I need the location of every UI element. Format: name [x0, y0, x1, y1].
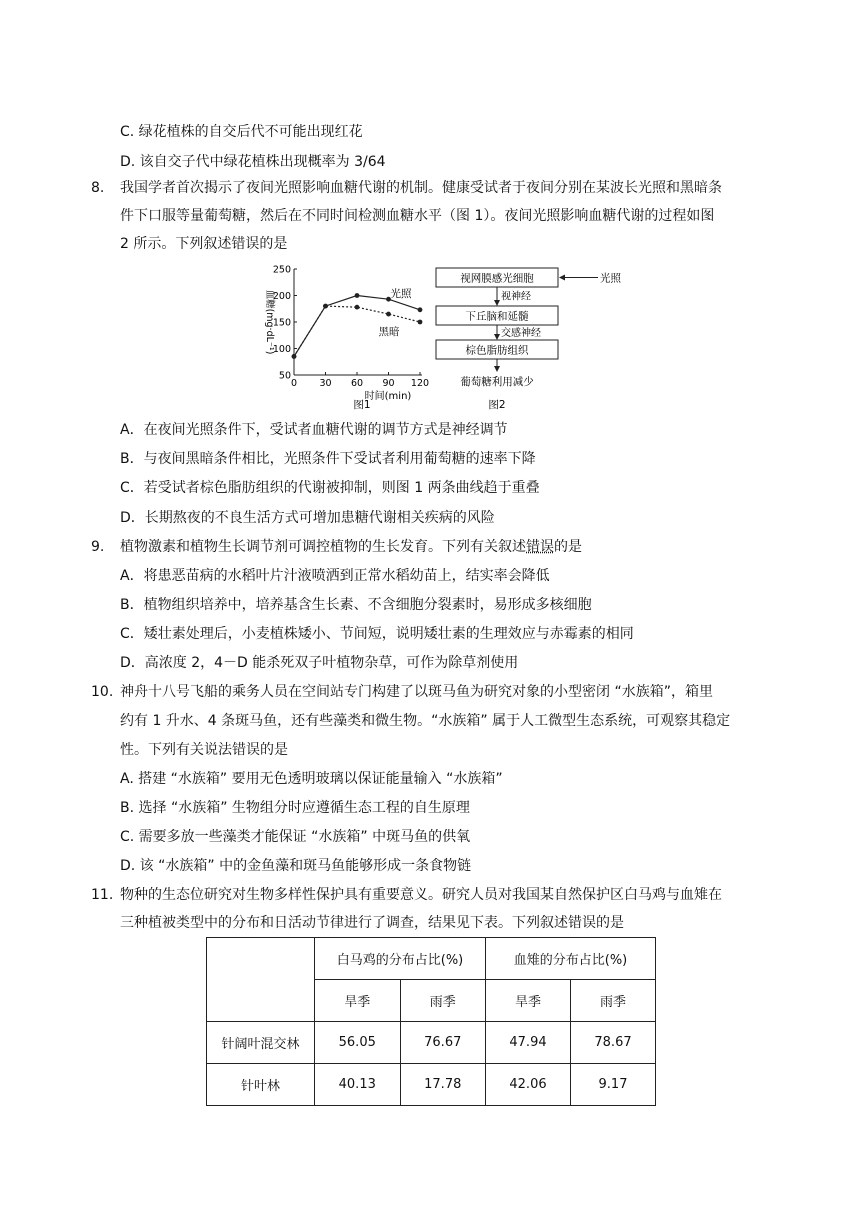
figure2-flow-diagram [436, 268, 621, 411]
y-tick-label: 200 [272, 291, 291, 302]
data-point [292, 354, 297, 359]
q8-option-b: B．与夜间黑暗条件相比，光照条件下受试者利用葡萄糖的速率下降 [120, 451, 536, 467]
table-row [207, 1064, 656, 1106]
y-tick-label: 250 [272, 264, 291, 276]
table-cell: 47.94 [486, 1022, 571, 1064]
q9-option-c: C．矮壮素处理后，小麦植株矮小、节间短，说明矮壮素的生理效应与赤霉素的相同 [120, 626, 634, 642]
q8-stem-line2: 件下口服等量葡萄糖，然后在不同时间检测血糖水平（图 1）。夜间光照影响血糖代谢的过程如图 [120, 208, 715, 224]
q7-option-d: D. 该自交子代中绿花植株出现概率为 3/64 [120, 154, 386, 170]
x-tick-label: 0 [290, 378, 298, 389]
table-cell: 76.67 [400, 1022, 486, 1064]
y-tick-label: 50 [278, 370, 291, 382]
x-tick-label: 30 [319, 378, 332, 389]
series-line-dark [294, 306, 420, 356]
q9-option-a: A．将患恶苗病的水稻叶片汁液喷洒到正常水稻幼苗上，结实率会降低 [120, 568, 550, 584]
figure1-line-chart [264, 265, 429, 412]
q9-option-d: D．高浓度 2，4－D 能杀死双子叶植物杂草，可作为除草剂使用 [120, 655, 519, 671]
figure1-caption: 图1 [353, 399, 371, 411]
y-tick-label: 100 [272, 344, 291, 355]
series-label: 黑暗 [378, 326, 400, 338]
x-axis-label: 时间(min) [364, 391, 412, 402]
q10-stem-line1: 神舟十八号飞船的乘务人员在空间站专门构建了以斑马鱼为研究对象的小型密闭 “水族箱”，箱里 [120, 684, 713, 700]
x-tick-label: 120 [410, 378, 430, 389]
q8-option-c: C．若受试者棕色脂肪组织的代谢被抑制，则图 1 两条曲线趋于重叠 [120, 480, 540, 496]
y-tick-label: 150 [272, 317, 291, 329]
flow-box-brown-fat-label: 棕色脂肪组织 [465, 344, 529, 357]
q9-option-b: B．植物组织培养中，培养基含生长素、不含细胞分裂素时，易形成多核细胞 [120, 597, 592, 613]
q10-option-d: D. 该 “水族箱” 中的金鱼藻和斑马鱼能够形成一条食物链 [120, 858, 472, 874]
table-cell: 56.05 [315, 1022, 401, 1064]
q10-option-a: A. 搭建 “水族箱” 要用无色透明玻璃以保证能量输入 “水族箱” [120, 771, 503, 787]
data-point [386, 312, 391, 317]
x-tick-label: 60 [350, 378, 364, 389]
data-point [418, 307, 423, 312]
sympathetic-label: 交感神经 [501, 328, 541, 339]
table-cell: 78.67 [571, 1022, 656, 1064]
series-line-light [294, 296, 420, 357]
q10-option-c: C. 需要多放一些藻类才能保证 “水族箱” 中斑马鱼的供氧 [120, 829, 471, 845]
data-point [323, 304, 328, 309]
table-subheader: 雨季 [571, 980, 656, 1022]
q10-stem-line2: 约有 1 升水、4 条斑马鱼，还有些藻类和微生物。“水族箱” 属于人工微型生态系统，可观察其稳定 [120, 713, 731, 729]
arrowhead-result [494, 366, 500, 372]
table-cell: 42.06 [486, 1064, 571, 1106]
arrowhead-light [559, 275, 565, 281]
light-input-label: 光照 [600, 272, 621, 285]
q9-emphasis-wrong: 错误 [526, 539, 554, 555]
q8-option-a: A．在夜间光照条件下，受试者血糖代谢的调节方式是神经调节 [120, 422, 508, 438]
q9-number: 9. [91, 539, 105, 555]
table-cell: 9.17 [571, 1064, 656, 1106]
x-tick-label: 90 [382, 378, 395, 389]
data-point [355, 305, 360, 310]
q11-data-table [206, 937, 656, 1106]
flow-box-retina-label: 视网膜感光细胞 [460, 272, 534, 285]
q11-stem-line2: 三种植被类型中的分布和日活动节律进行了调查，结果见下表。下列叙述错误的是 [120, 915, 624, 931]
flow-box-hypothalamus-label: 下丘脑和延髓 [465, 310, 529, 323]
arrowhead-sympathetic [494, 334, 500, 340]
optic-nerve-label: 视神经 [501, 291, 531, 303]
q11-stem-line1: 物种的生态位研究对生物多样性保护具有重要意义。研究人员对我国某自然保护区白马鸡与血雉在 [120, 887, 722, 903]
table-cell: 17.78 [400, 1064, 486, 1106]
data-point [355, 293, 360, 298]
table-group-header: 血雉的分布占比(%) [486, 938, 656, 980]
q8-stem-line3: 2 所示。下列叙述错误的是 [120, 236, 288, 252]
q8-stem-line1: 我国学者首次揭示了夜间光照影响血糖代谢的机制。健康受试者于夜间分别在某波长光照和黑暗条 [120, 180, 722, 196]
table-subheader: 旱季 [315, 980, 401, 1022]
q9-stem: 植物激素和植物生长调节剂可调控植物的生长发育。下列有关叙述错误的是 [120, 539, 582, 555]
q8-figure [248, 258, 628, 418]
table-subheader: 雨季 [400, 980, 486, 1022]
flow-result-label: 葡萄糖利用减少 [460, 376, 534, 388]
q10-stem-line3: 性。下列有关说法错误的是 [120, 742, 288, 758]
y-axis-label: 血糖(mg·dL⁻¹) [264, 289, 275, 355]
table-subheader: 旱季 [486, 980, 571, 1022]
table-row [207, 1022, 656, 1064]
table-corner-cell [207, 938, 315, 1022]
series-label: 光照 [390, 288, 412, 301]
q8-option-d: D．长期熬夜的不良生活方式可增加患糖代谢相关疾病的风险 [120, 510, 495, 526]
table-row-label: 针叶林 [207, 1064, 315, 1106]
arrowhead-optic [494, 300, 500, 306]
figure2-caption: 图2 [488, 399, 506, 411]
table-cell: 40.13 [315, 1064, 401, 1106]
table-group-header: 白马鸡的分布占比(%) [315, 938, 486, 980]
table-row-label: 针阔叶混交林 [207, 1022, 315, 1064]
q7-option-c: C. 绿花植株的自交后代不可能出现红花 [120, 124, 363, 140]
q8-number: 8. [91, 180, 105, 196]
q10-option-b: B. 选择 “水族箱” 生物组分时应遵循生态工程的自生原理 [120, 800, 470, 816]
table-header-row [207, 938, 656, 980]
data-point [418, 320, 423, 325]
q10-number: 10. [91, 684, 114, 700]
q11-number: 11. [91, 887, 114, 903]
